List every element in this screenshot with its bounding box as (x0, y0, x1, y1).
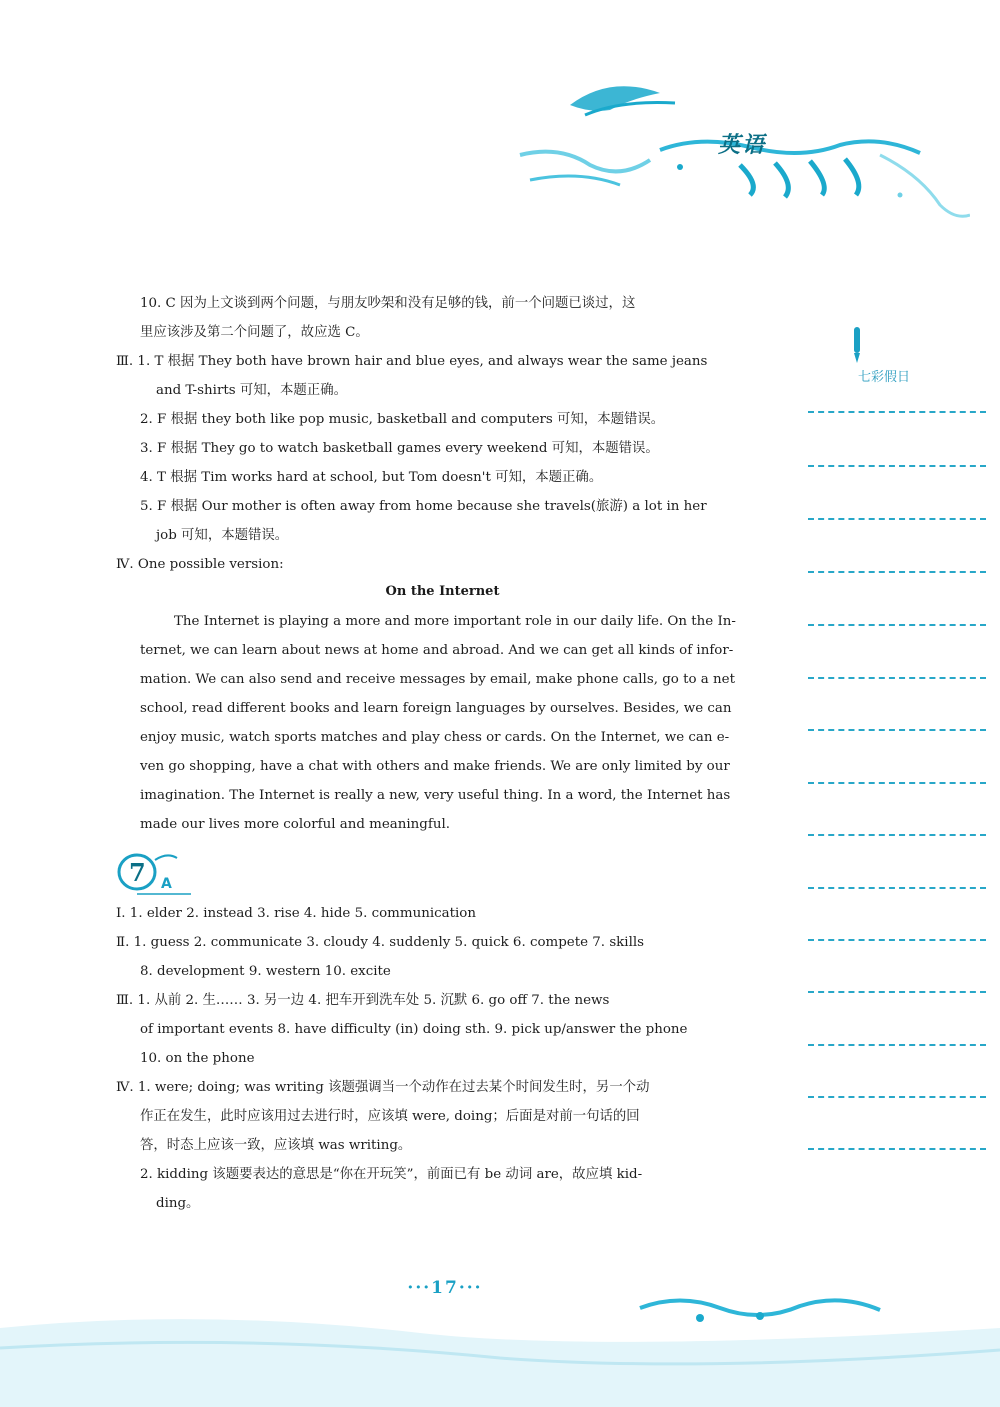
note-line (808, 571, 986, 573)
pen-icon (848, 325, 868, 365)
answer-line: Ⅰ. 1. elder 2. instead 3. rise 4. hide 5. communication (116, 906, 476, 921)
note-line (808, 887, 986, 889)
answer-line: 2. F 根据 they both like pop music, basketball and computers 可知，本题错误。 (140, 412, 665, 427)
answer-line: and T-shirts 可知，本题正确。 (156, 383, 347, 398)
answer-line: of important events 8. have difficulty (in) doing sth. 9. pick up/answer the phone (140, 1022, 688, 1037)
note-line (808, 1148, 986, 1150)
answer-line: 8. development 9. western 10. excite (140, 964, 391, 979)
side-label: 七彩假日 (858, 370, 911, 385)
answer-line: Ⅳ. 1. were; doing; was writing 该题强调当一个动作在过去某个时间发生时，另一个动 (116, 1080, 650, 1095)
answer-line: job 可知，本题错误。 (156, 528, 289, 543)
essay-line: school, read different books and learn foreign languages by ourselves. Besides, we can (140, 701, 732, 716)
answer-line: 作正在发生，此时应该用过去进行时，应该填 were, doing；后面是对前一句话的回 (140, 1109, 640, 1124)
answer-line: 4. T 根据 Tim works hard at school, but Tom doesn't 可知，本题正确。 (140, 470, 603, 485)
note-line (808, 1044, 986, 1046)
essay-line: ternet, we can learn about news at home and abroad. And we can get all kinds of infor- (140, 643, 734, 658)
essay-line: The Internet is playing a more and more important role in our daily life. On the In- (174, 614, 736, 629)
essay-line: imagination. The Internet is really a new, very useful thing. In a word, the Internet has (140, 788, 731, 803)
section-number: 7 (129, 858, 146, 887)
answer-line: Ⅲ. 1. T 根据 They both have brown hair and blue eyes, and always wear the same jeans (116, 354, 708, 369)
page-number: ···17··· (407, 1278, 483, 1298)
essay-line: ven go shopping, have a chat with others and make friends. We are only limited by our (140, 759, 730, 774)
section-badge (117, 848, 197, 896)
answer-line: Ⅳ. One possible version: (116, 557, 284, 572)
note-line (808, 939, 986, 941)
section-letter: A (161, 876, 172, 892)
note-line (808, 991, 986, 993)
essay-line: enjoy music, watch sports matches and play chess or cards. On the Internet, we can e- (140, 730, 730, 745)
footer-decoration (0, 1288, 1000, 1407)
note-line (808, 465, 986, 467)
essay-title: On the Internet (385, 584, 500, 599)
essay-line: mation. We can also send and receive messages by email, make phone calls, go to a net (140, 672, 735, 687)
answer-line: 10. C 因为上文谈到两个问题，与朋友吵架和没有足够的钱，前一个问题已谈过，这 (140, 296, 636, 311)
note-line (808, 1096, 986, 1098)
essay-line: made our lives more colorful and meaningful. (140, 817, 450, 832)
answer-line: 答，时态上应该一致，应该填 was writing。 (140, 1138, 412, 1153)
note-line (808, 677, 986, 679)
answer-line: 里应该涉及第二个问题了，故应选 C。 (140, 325, 369, 340)
note-line (808, 518, 986, 520)
answer-line: Ⅲ. 1. 从前 2. 生…… 3. 另一边 4. 把车开到洗车处 5. 沉默 6. go off 7. the news (116, 993, 610, 1008)
answer-line: 5. F 根据 Our mother is often away from home because she travels(旅游) a lot in her (140, 499, 707, 514)
answer-line: Ⅱ. 1. guess 2. communicate 3. cloudy 4. suddenly 5. quick 6. compete 7. skills (116, 935, 645, 950)
note-line (808, 411, 986, 413)
note-line (808, 729, 986, 731)
note-line (808, 782, 986, 784)
answer-line: ding。 (156, 1196, 200, 1211)
answer-line: 2. kidding 该题要表达的意思是“你在开玩笑”，前面已有 be 动词 are，故应填 kid- (140, 1167, 643, 1182)
header-title: 英语 (718, 133, 767, 158)
note-line (808, 834, 986, 836)
note-line (808, 624, 986, 626)
answer-line: 10. on the phone (140, 1051, 255, 1066)
answer-line: 3. F 根据 They go to watch basketball games every weekend 可知，本题错误。 (140, 441, 659, 456)
